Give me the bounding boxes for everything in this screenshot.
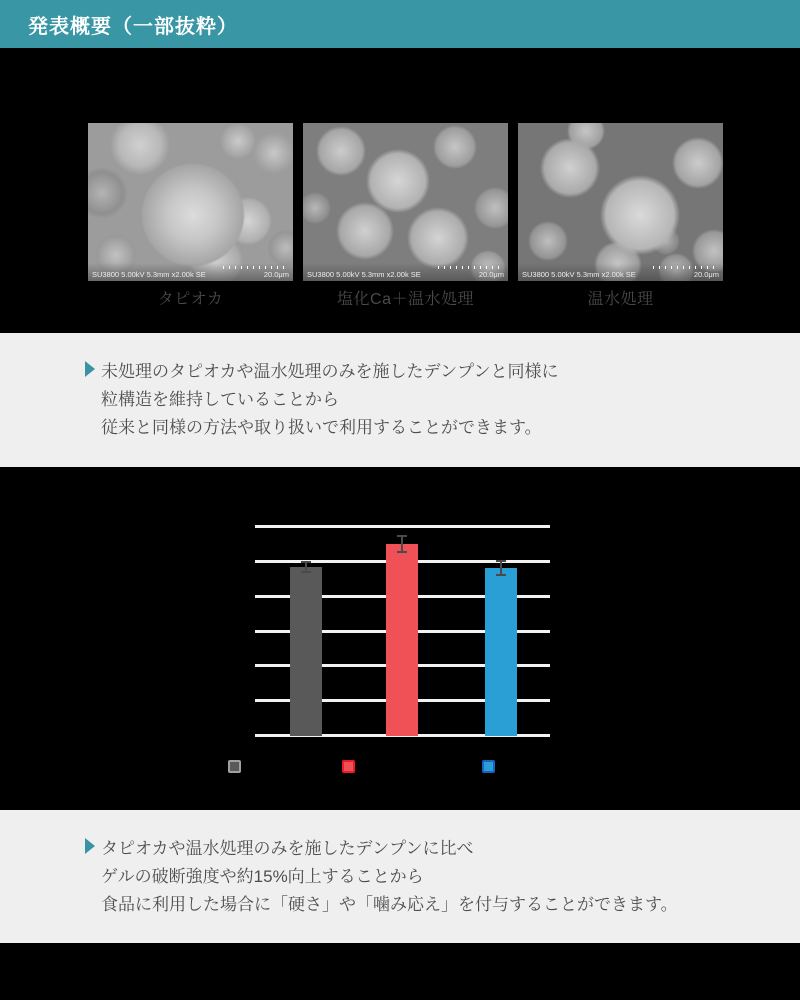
sem-scale [223,266,289,279]
legend-swatch [342,760,355,773]
note-text: 未処理のタピオカや温水処理のみを施したデンプンと同様に [101,361,559,381]
scale-bar-icon [653,266,719,269]
page-title: 発表概要（一部抜粋） [28,15,238,38]
note-line [85,860,678,888]
chart-bar [386,544,418,736]
sem-image [88,123,293,281]
error-bar-cap [496,574,506,576]
note-line [85,355,558,383]
chart-bar [290,567,322,736]
sem-figure-tapioca [88,123,293,309]
sem-caption: 温水処理 [587,291,654,308]
header-bar [0,0,800,48]
note-body [85,355,558,439]
note-text: 粒構造を維持していることから [101,389,339,409]
note-text: 従来と同様の方法や取り扱いで利用することができます。 [101,417,542,437]
note-text: 食品に利用した場合に「硬さ」や「噛み応え」を付与することができます。 [101,894,678,914]
note-text: ゲルの破断強度や約15%向上することから [101,866,424,886]
chart-gridline [255,525,550,528]
scale-label: 20.0μm [263,270,289,279]
note-line [85,411,558,439]
sem-panel [0,48,800,333]
sem-image [518,123,723,281]
note-panel-structure [0,333,800,467]
error-bar-cap [397,551,407,553]
footer-bar [0,943,800,1000]
note-line [85,888,678,916]
legend-swatch [228,760,241,773]
error-bar-cap [397,535,407,537]
scale-bar-icon [438,266,504,269]
legend-swatch [482,760,495,773]
scale-label: 20.0μm [478,270,504,279]
sem-figure-cacl-warm [303,123,508,309]
error-bar [401,536,403,552]
chart-bar [485,568,517,736]
sem-meta-text: SU3800 5.00kV 5.3mm x2.00k SE [307,270,421,279]
error-bar-cap [496,560,506,562]
error-bar [500,561,502,576]
note-text: タピオカや温水処理のみを施したデンプンに比べ [101,838,474,858]
sem-meta-text: SU3800 5.00kV 5.3mm x2.00k SE [92,270,206,279]
note-line [85,383,558,411]
note-panel-strength [0,810,800,943]
sem-caption: タピオカ [157,291,224,308]
bullet-arrow-icon [85,838,95,854]
bullet-arrow-icon [85,361,95,377]
sem-annotation-bar [88,263,293,281]
sem-annotation-bar [518,263,723,281]
note-line [85,832,678,860]
error-bar-cap [301,561,311,563]
error-bar-cap [301,571,311,573]
sem-caption: 塩化Ca＋温水処理 [337,291,474,308]
note-body [85,832,678,916]
sem-scale [438,266,504,279]
scale-bar-icon [223,266,289,269]
sem-figure-warm [518,123,723,309]
sem-image [303,123,508,281]
chart-panel [0,467,800,810]
sem-scale [653,266,719,279]
scale-label: 20.0μm [693,270,719,279]
sem-meta-text: SU3800 5.00kV 5.3mm x2.00k SE [522,270,636,279]
sem-annotation-bar [303,263,508,281]
